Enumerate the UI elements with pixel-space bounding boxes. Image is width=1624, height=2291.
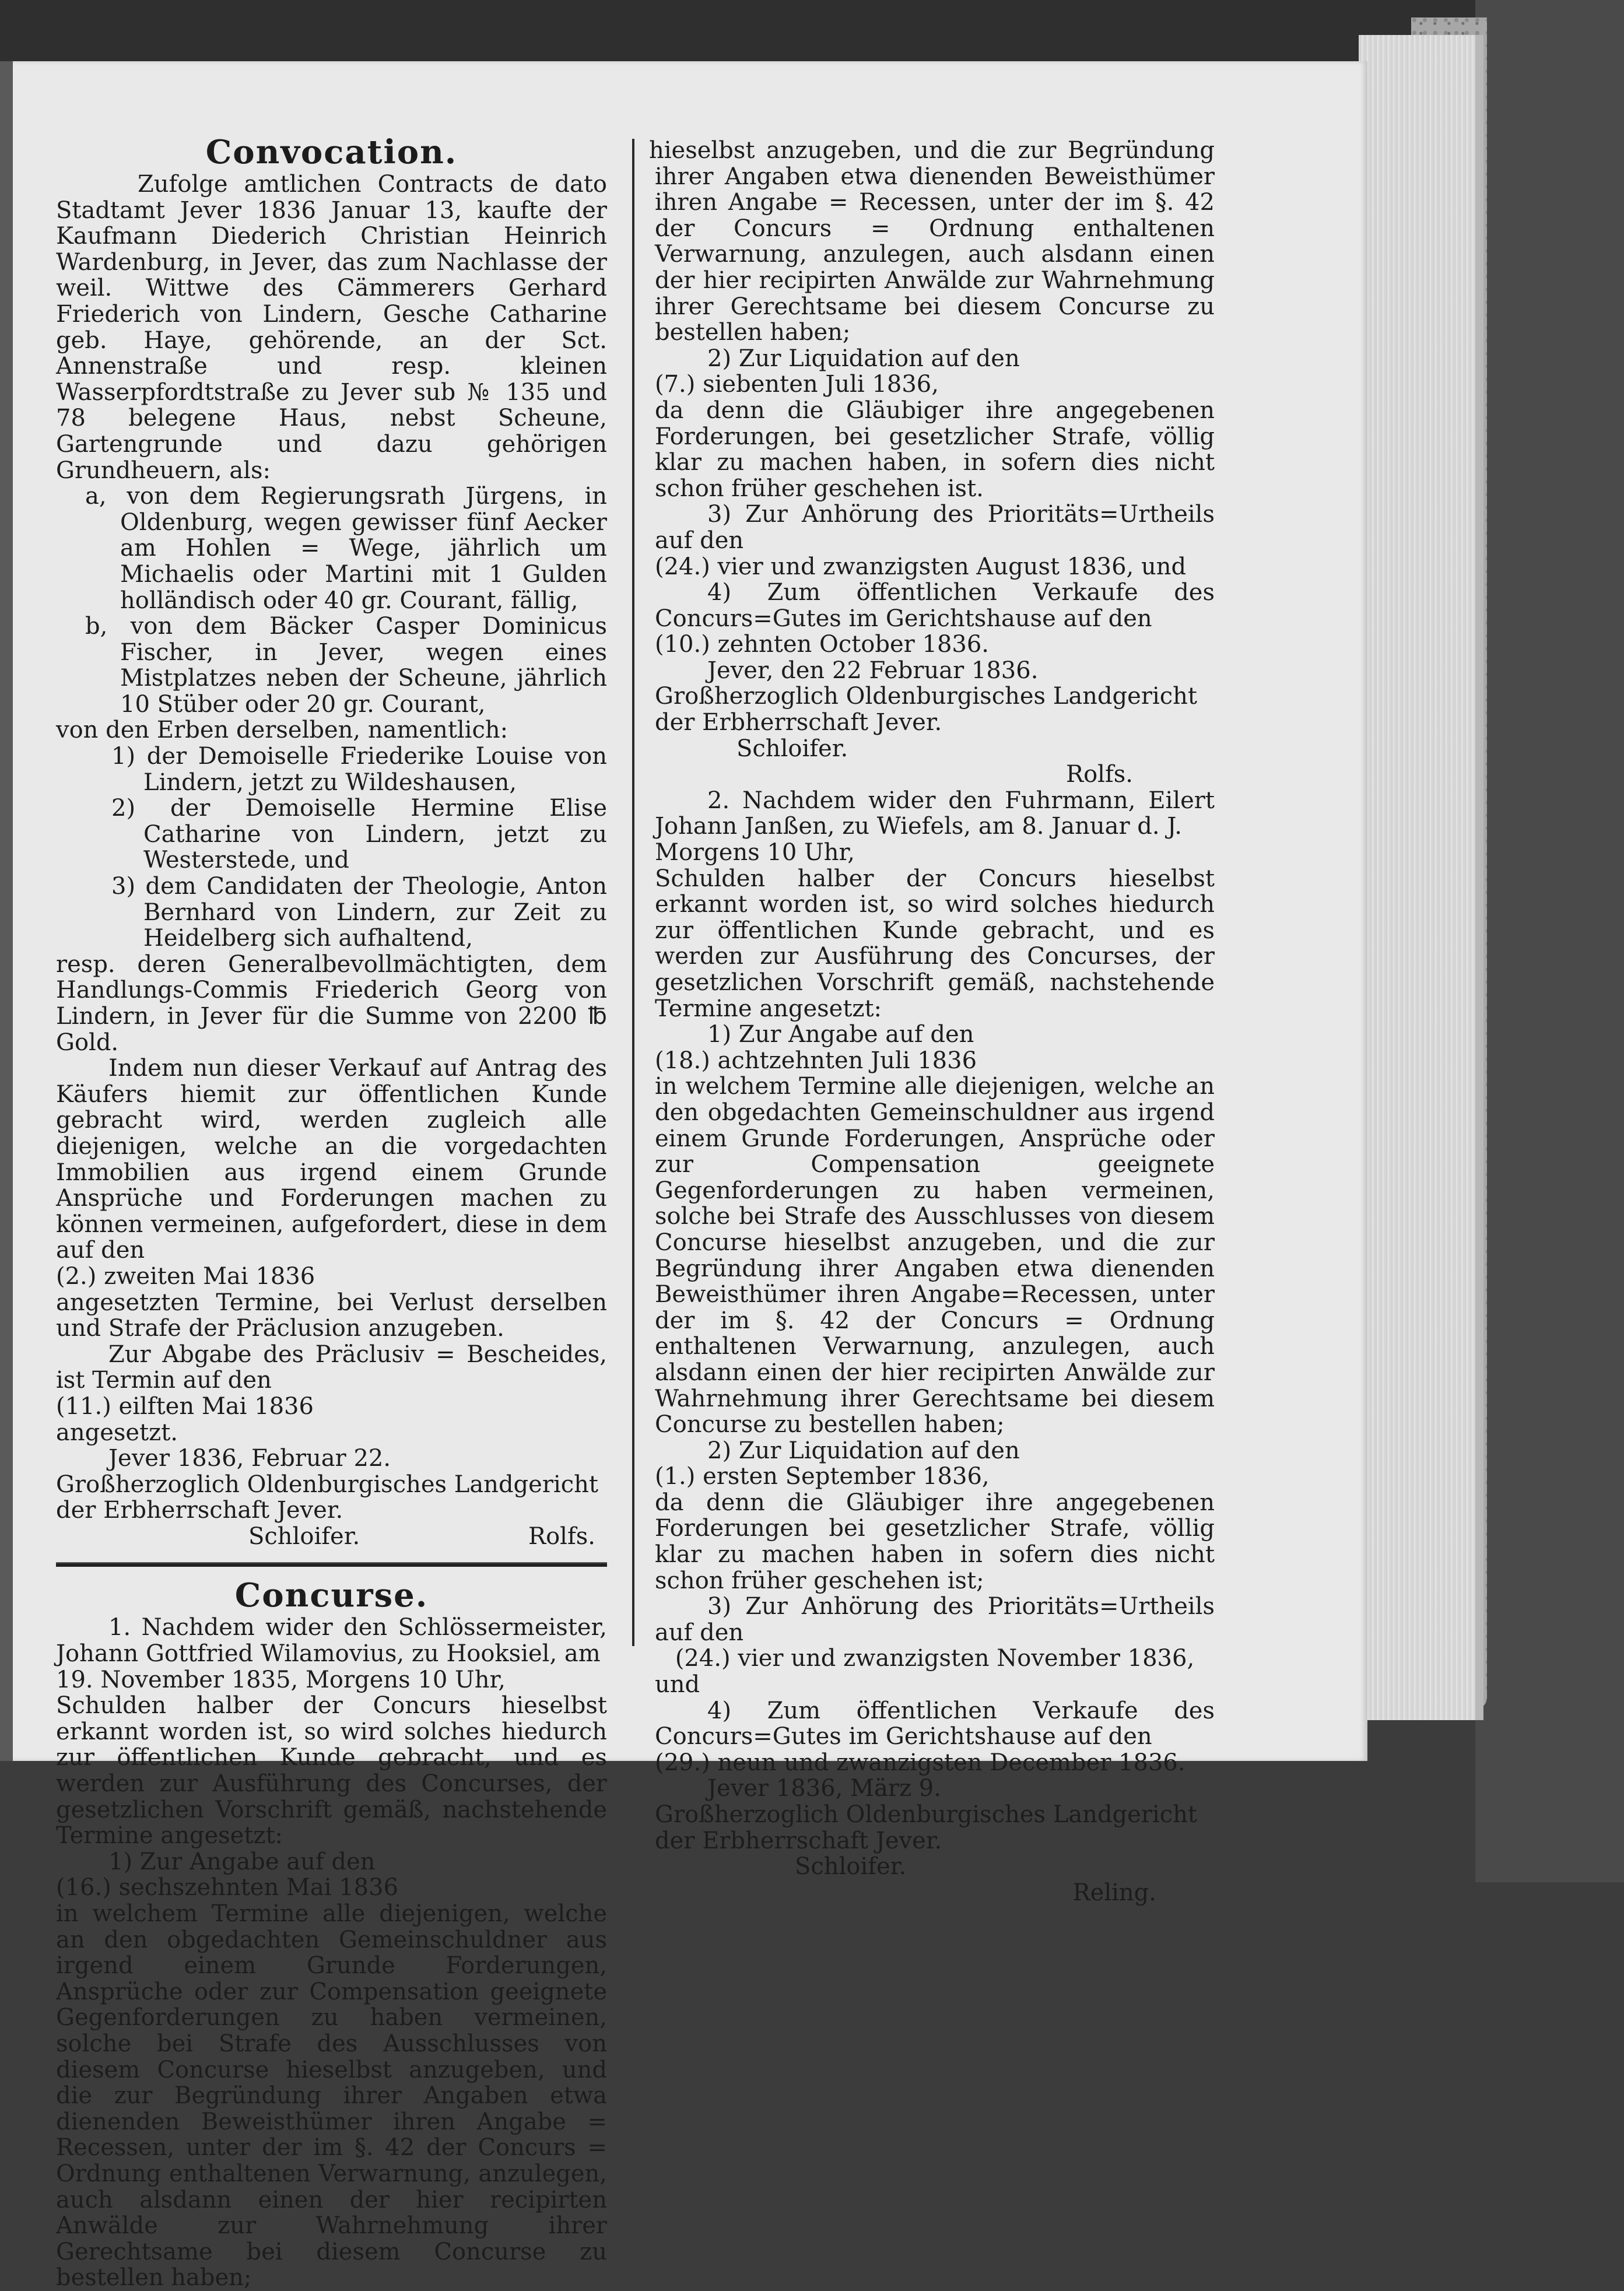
concurs-2-termin-3: 3) Zur Anhörung des Prioritäts=Urtheils auf den <box>655 1593 1215 1646</box>
concurse-heading: Concurse. <box>234 1576 429 1615</box>
concurs-2-intro: 2. Nachdem wider den Fuhrmann, Eilert Johann Janßen, zu Wiefels, am 8. Januar d. J. <box>655 787 1215 840</box>
convocation-signer-2: Rolfs. <box>528 1522 595 1550</box>
concurs-2-termin-1: 1) Zur Angabe auf den <box>707 1021 974 1048</box>
background-right <box>1475 0 1624 1882</box>
concurs-1-termin-1-body-start: in welchem Termine alle diejenigen, welche an den obgedachten Gemeinschuldner aus irgend einem Grunde Forderungen, Ansprüche oder zur Compensation geeignete Gegenforderungen zu haben vermeinen, solche bei Strafe des Ausschlusses von diesem Concurse hieselbst anzugeben, und die zur Begründung ihrer Angaben etwa dienenden Beweisthümer ihren Angabe = Recessen, unter der im §. 42 der Concurs = Ordnung enthaltenen Verwarnung, anzulegen, auch alsdann einen der hier recipirten Anwälde zur Wahrnehmung ihrer Gerechtsame bei diesem Concurse zu bestellen haben; <box>56 1900 607 2291</box>
concurs-1-termin-3-date: (24.) vier und zwanzigsten August 1836, und <box>655 553 1187 580</box>
concurs-1-termin-2-body: da denn die Gläubiger ihre angegebenen Forderungen, bei gesetzlicher Strafe, völlig klar zu machen haben, in sofern dies nicht schon früher geschehen ist. <box>655 397 1215 502</box>
concurs-1-termin-3: 3) Zur Anhörung des Prioritäts=Urtheils auf den <box>655 501 1215 554</box>
convocation-intro: Zufolge amtlichen Contracts de dato Stadtamt Jever 1836 Januar 13, kaufte der Kaufmann Diederich Christian Heinrich Wardenburg, in Jever, das zum Nachlasse der weil. Wittwe des Cämmerers Gerhard Friederich von Lindern, Gesche Catharine geb. Haye, gehörende, an der Sct. Annenstraße und resp. kleinen Wasserpfordtstraße zu Jever sub № 135 und 78 belegene Haus, nebst Scheune, Gartengrunde und dazu gehörigen Grundheuern, als: <box>56 171 607 484</box>
concurs-1-termin-2-date: (7.) siebenten Juli 1836, <box>655 371 939 398</box>
resp-paragraph: resp. deren Generalbevollmächtigten, dem Handlungs-Commis Friederich Georg von Lindern, in Jever für die Summe von 2200 ℔ Gold. <box>56 950 607 1056</box>
convocation-signatures <box>56 1524 607 1550</box>
concurs-1-place-date: Jever, den 22 Februar 1836. <box>707 657 1039 684</box>
grundheuer-b: b, von dem Bäcker Casper Dominicus Fischer, in Jever, wegen eines Mistplatzes neben der Scheune, jährlich 10 Stüber oder 20 gr. Courant, <box>85 613 607 718</box>
termin-date-2: (11.) eilften Mai 1836 <box>56 1392 314 1420</box>
concurs-1-termin-1-body-continued: hieselbst anzugeben, und die zur Begründung ihrer Angaben etwa dienenden Beweisthümer ihren Angabe = Recessen, unter der im §. 42 der Concurs = Ordnung enthaltenen Verwarnung, anzulegen, auch alsdann einen der hier recipirten Anwälde zur Wahrnehmung ihrer Gerechtsame bei diesem Concurse zu bestellen haben; <box>649 137 1215 346</box>
concurs-2-signer-1: Schloifer. <box>795 1853 907 1880</box>
convocation-heading: Convocation. <box>205 133 458 171</box>
concurs-1-termin-1-date: (16.) sechszehnten Mai 1836 <box>56 1874 399 1901</box>
section-rule <box>56 1562 607 1567</box>
concurs-2-court-1: Großherzoglich Oldenburgisches Landgericht <box>655 1801 1197 1828</box>
heirs-intro: von den Erben derselben, namentlich: <box>56 717 508 744</box>
concurs-2-termin-2-date: (1.) ersten September 1836, <box>655 1463 990 1490</box>
left-column <box>56 133 607 2291</box>
concurs-1-signer-2: Rolfs. <box>1065 761 1133 788</box>
concurs-2-place-date: Jever 1836, März 9. <box>707 1775 941 1802</box>
abgabe-paragraph: Zur Abgabe des Präclusiv = Bescheides, ist Termin auf den <box>56 1341 607 1394</box>
convocation-court-2: der Erbherrschaft Jever. <box>56 1497 343 1524</box>
heir-1: 1) der Demoiselle Friederike Louise von Lindern, jetzt zu Wildeshausen, <box>111 743 607 796</box>
page-edges <box>1359 35 1483 1720</box>
concurs-1-termin-2: 2) Zur Liquidation auf den <box>707 345 1020 372</box>
concurs-2-court-2: der Erbherrschaft Jever. <box>655 1827 942 1854</box>
concurs-2-termin-1-body: in welchem Termine alle diejenigen, welche an den obgedachten Gemeinschuldner aus irgend einem Grunde Forderungen, Ansprüche oder zur Compensation geeignete Gegenforderungen zu haben vermeinen, solche bei Strafe des Ausschlusses von diesem Concurse hieselbst anzugeben, und die zur Begründung ihrer Angaben etwa dienenden Beweisthümer ihren Angabe=Recessen, unter der im §. 42 der Concurs = Ordnung enthaltenen Verwarnung, anzulegen, auch alsdann einen der hier recipirten Anwälde zur Wahrnehmung ihrer Gerechtsame bei diesem Concurse zu bestellen haben; <box>655 1073 1215 1439</box>
convocation-court-1: Großherzoglich Oldenburgisches Landgericht <box>56 1471 598 1498</box>
concurs-1-date: 19. November 1835, Morgens 10 Uhr, <box>56 1666 506 1693</box>
concurs-2-termin-2-body: da denn die Gläubiger ihre angegebenen Forderungen bei gesetzlicher Strafe, völlig klar zu machen haben in sofern dies nicht schon früher geschehen ist; <box>655 1489 1215 1594</box>
concurs-1-court-1: Großherzoglich Oldenburgisches Landgericht <box>655 683 1197 710</box>
binding-gutter <box>0 61 13 1761</box>
termin-date-1: (2.) zweiten Mai 1836 <box>56 1262 315 1290</box>
column-divider <box>632 139 634 1646</box>
angesetzt-paragraph: angesetzten Termine, bei Verlust derselben und Strafe der Präclusion anzugeben. <box>56 1289 607 1342</box>
concurs-2-termin-4-date: (29.) neun und zwanzigsten December 1836. <box>655 1749 1185 1776</box>
convocation-signer-1: Schloifer. <box>248 1522 360 1550</box>
angesetzt-2: angesetzt. <box>56 1419 178 1446</box>
concurs-2-termin-4: 4) Zum öffentlichen Verkaufe des Concurs=Gutes im Gerichtshause auf den <box>655 1697 1215 1750</box>
grundheuer-a: a, von dem Regierungsrath Jürgens, in Oldenburg, wegen gewisser fünf Aecker am Hohlen = Wege, jährlich um Michaelis oder Martini mit 1 Gulden holländisch oder 40 gr. Courant, fällig, <box>85 483 607 614</box>
indem-paragraph: Indem nun dieser Verkauf auf Antrag des Käufers hiemit zur öffentlichen Kunde gebracht wird, werden zugleich alle diejenigen, welche an die vorgedachten Immobilien aus irgend einem Grunde Ansprüche und Forderungen machen zu können vermeinen, aufgefordert, diese in dem auf den <box>56 1055 607 1264</box>
heir-3: 3) dem Candidaten der Theologie, Anton Bernhard von Lindern, zur Zeit zu Heidelberg sich aufhaltend, <box>111 873 607 952</box>
concurs-1-court-2: der Erbherrschaft Jever. <box>655 709 942 736</box>
concurs-1-signer-1: Schloifer. <box>736 735 848 762</box>
concurs-1-intro: 1. Nachdem wider den Schlössermeister, Johann Gottfried Wilamovius, zu Hooksiel, am <box>56 1614 607 1668</box>
right-column <box>649 137 1215 1906</box>
concurs-2-termin-3-date: (24.) vier und zwanzigsten November 1836, und <box>655 1645 1195 1699</box>
concurs-1-termin-4-date: (10.) zehnten October 1836. <box>655 631 990 658</box>
concurs-2-termin-2: 2) Zur Liquidation auf den <box>707 1437 1020 1464</box>
convocation-place-date: Jever 1836, Februar 22. <box>108 1445 391 1472</box>
concurs-2-body: Schulden halber der Concurs hieselbst erkannt worden ist, so wird solches hiedurch zur öffentlichen Kunde gebracht, und es werden zur Ausführung des Concurses, der gesetzlichen Vorschrift gemäß, nachstehende Termine angesetzt: <box>655 865 1215 1022</box>
concurs-2-time: Morgens 10 Uhr, <box>655 839 855 866</box>
concurs-2-signer-2: Reling. <box>1072 1879 1156 1906</box>
concurs-1-termin-4: 4) Zum öffentlichen Verkaufe des Concurs=Gutes im Gerichtshause auf den <box>655 579 1215 632</box>
concurs-2-termin-1-date: (18.) achtzehnten Juli 1836 <box>655 1047 977 1074</box>
heir-2: 2) der Demoiselle Hermine Elise Catharine von Lindern, jetzt zu Westerstede, und <box>111 795 607 874</box>
concurs-1-termin-1: 1) Zur Angabe auf den <box>108 1848 376 1875</box>
concurs-1-body: Schulden halber der Concurs hieselbst erkannt worden ist, so wird solches hiedurch zur öffentlichen Kunde gebracht, und es werden zur Ausführung des Concurses, der gesetzlichen Vorschrift gemäß, nachstehende Termine angesetzt: <box>56 1692 607 1850</box>
